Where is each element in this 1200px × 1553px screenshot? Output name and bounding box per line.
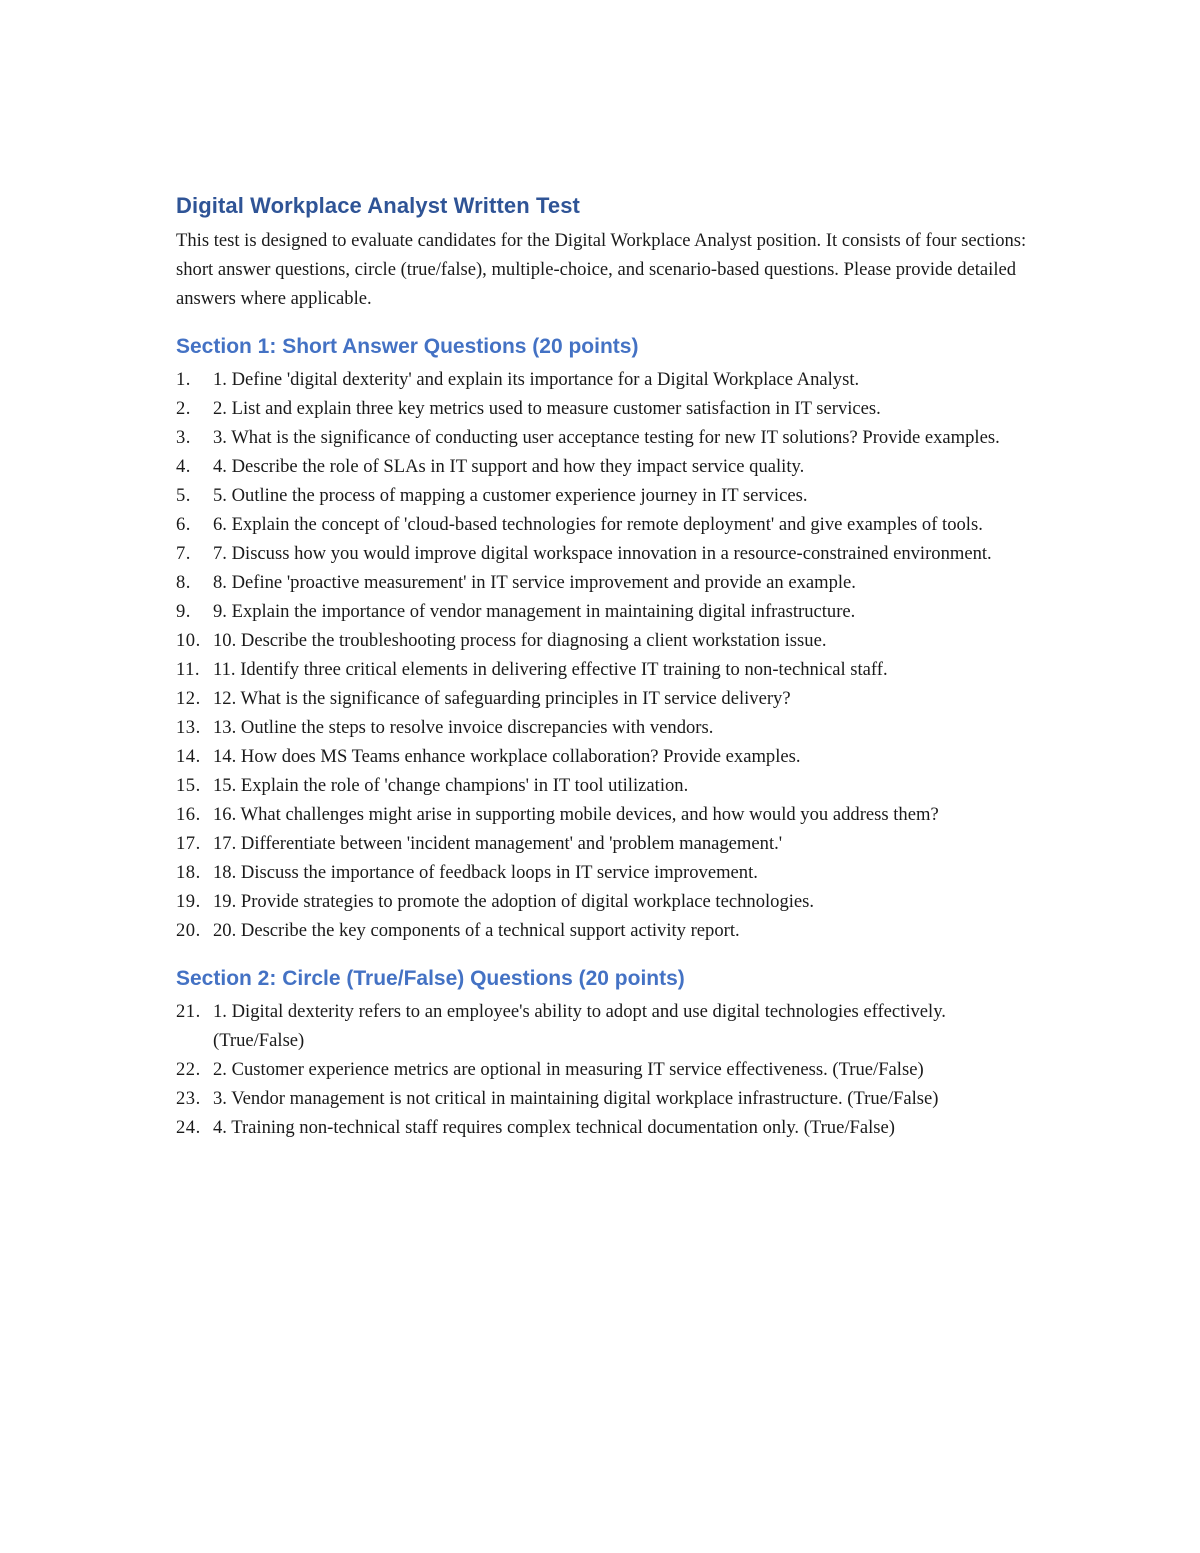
section-2-heading: Section 2: Circle (True/False) Questions (20 points) (176, 967, 685, 990)
question-item (176, 1084, 1036, 1113)
question-number: 14. (176, 746, 201, 767)
document-page (176, 192, 1036, 1162)
question-number: 4. (176, 456, 191, 477)
question-number: 23. (176, 1088, 201, 1109)
question-number: 24. (176, 1117, 201, 1138)
question-number: 16. (176, 804, 201, 825)
question-number: 17. (176, 833, 201, 854)
section-1-question-list (176, 365, 1036, 945)
question-item (176, 1055, 1036, 1084)
question-item (176, 771, 1036, 800)
question-item (176, 655, 1036, 684)
question-text: 6. Explain the concept of 'cloud-based technologies for remote deployment' and give examples of tools. (213, 514, 983, 535)
question-number: 13. (176, 717, 201, 738)
question-number: 3. (176, 427, 191, 448)
question-text: 2. List and explain three key metrics used to measure customer satisfaction in IT services. (213, 398, 881, 419)
question-text: 7. Discuss how you would improve digital workspace innovation in a resource-constrained environment. (213, 543, 992, 564)
question-number: 1. (176, 369, 191, 390)
question-number: 7. (176, 543, 191, 564)
question-number: 15. (176, 775, 201, 796)
question-number: 8. (176, 572, 191, 593)
question-text: 5. Outline the process of mapping a customer experience journey in IT services. (213, 485, 808, 506)
question-text: 8. Define 'proactive measurement' in IT service improvement and provide an example. (213, 572, 856, 593)
question-number: 2. (176, 398, 191, 419)
question-text: 15. Explain the role of 'change champions' in IT tool utilization. (213, 775, 689, 796)
section-1-heading: Section 1: Short Answer Questions (20 points) (176, 335, 639, 358)
question-text: 9. Explain the importance of vendor management in maintaining digital infrastructure. (213, 601, 856, 622)
question-text: 16. What challenges might arise in supporting mobile devices, and how would you address them? (213, 804, 939, 825)
question-item (176, 997, 1036, 1055)
question-item (176, 858, 1036, 887)
question-text: 3. Vendor management is not critical in maintaining digital workplace infrastructure. (True/False) (213, 1088, 939, 1109)
question-text: 13. Outline the steps to resolve invoice discrepancies with vendors. (213, 717, 714, 738)
question-item (176, 568, 1036, 597)
question-number: 21. (176, 1001, 201, 1022)
question-item (176, 742, 1036, 771)
question-number: 22. (176, 1059, 201, 1080)
question-text: 14. How does MS Teams enhance workplace collaboration? Provide examples. (213, 746, 801, 767)
question-number: 12. (176, 688, 201, 709)
intro-paragraph: This test is designed to evaluate candidates for the Digital Workplace Analyst position. It consists of four sections: short answer questions, circle (true/false), multiple-choice, and scenario-based questions. Please provide detailed answers where applicable. (176, 230, 1027, 309)
question-number: 10. (176, 630, 201, 651)
question-text: 19. Provide strategies to promote the adoption of digital workplace technologies. (213, 891, 815, 912)
question-item (176, 597, 1036, 626)
question-item (176, 481, 1036, 510)
question-text: 2. Customer experience metrics are optional in measuring IT service effectiveness. (True/False) (213, 1059, 924, 1080)
question-number: 5. (176, 485, 191, 506)
question-number: 20. (176, 920, 201, 941)
question-item (176, 800, 1036, 829)
question-number: 9. (176, 601, 191, 622)
question-number: 6. (176, 514, 191, 535)
question-text: 20. Describe the key components of a technical support activity report. (213, 920, 740, 941)
question-text: 10. Describe the troubleshooting process for diagnosing a client workstation issue. (213, 630, 827, 651)
question-text: 3. What is the significance of conducting user acceptance testing for new IT solutions? Provide examples. (213, 427, 1000, 448)
page-title: Digital Workplace Analyst Written Test (176, 193, 580, 218)
question-number: 11. (176, 659, 201, 680)
question-item (176, 829, 1036, 858)
section-2-question-list (176, 997, 1036, 1142)
question-item (176, 684, 1036, 713)
question-text: 17. Differentiate between 'incident management' and 'problem management.' (213, 833, 783, 854)
question-text: 1. Define 'digital dexterity' and explain its importance for a Digital Workplace Analyst. (213, 369, 860, 390)
question-item (176, 452, 1036, 481)
question-item (176, 510, 1036, 539)
question-text: 11. Identify three critical elements in delivering effective IT training to non-technical staff. (213, 659, 888, 680)
question-item (176, 394, 1036, 423)
question-text: 4. Training non-technical staff requires complex technical documentation only. (True/False) (213, 1117, 895, 1138)
question-text: 12. What is the significance of safeguarding principles in IT service delivery? (213, 688, 791, 709)
question-item (176, 887, 1036, 916)
question-text: 1. Digital dexterity refers to an employee's ability to adopt and use digital technologies effectively. (True/False) (213, 1001, 946, 1051)
question-item (176, 539, 1036, 568)
question-item (176, 626, 1036, 655)
question-item (176, 713, 1036, 742)
question-text: 18. Discuss the importance of feedback loops in IT service improvement. (213, 862, 758, 883)
question-text: 4. Describe the role of SLAs in IT support and how they impact service quality. (213, 456, 805, 477)
question-item (176, 423, 1036, 452)
question-number: 18. (176, 862, 201, 883)
question-number: 19. (176, 891, 201, 912)
question-item (176, 1113, 1036, 1142)
question-item (176, 916, 1036, 945)
question-item (176, 365, 1036, 394)
